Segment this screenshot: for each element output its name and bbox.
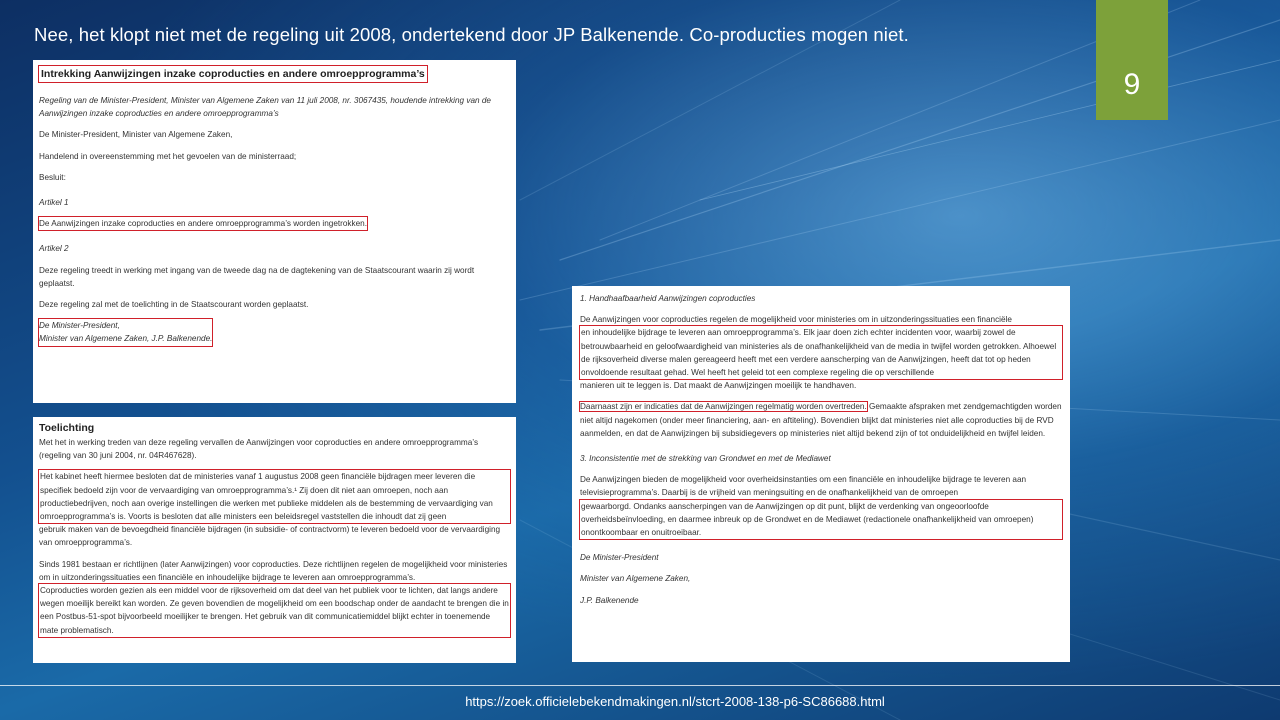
doc3-para1-rest: manieren uit te leggen is. Dat maakt de Aanwijzingen moeilijk te handhaven. <box>580 381 857 391</box>
doc1-publish-text: Deze regeling zal met de toelichting in de Staatscourant worden geplaatst. <box>39 300 309 310</box>
doc1-artikel1-text: De Aanwijzingen inzake coproducties en andere omroepprogramma’s worden ingetrokken. <box>39 217 367 230</box>
doc1-signature-line2: Minister van Algemene Zaken, J.P. Balkenende. <box>39 334 213 344</box>
document-excerpt-handhaafbaarheid <box>572 286 1070 662</box>
source-url: https://zoek.officielebekendmakingen.nl/stcrt-2008-138-p6-SC86688.html <box>465 694 885 709</box>
document-excerpt-regeling <box>33 60 516 403</box>
document-excerpt-toelichting <box>33 417 516 663</box>
doc2-para3-highlight: Coproducties worden gezien als een middel voor de rijksoverheid om dat deel van het publiek voor te lichten, dat langs andere wegen moeilijk bereikt kan worden. Ze geven bovendien de mogelijkheid om een boodschap onder de aandacht te brengen die in een Postbus-51-spot bijvoorbeeld moeilijker te brengen. Het gebruik van dit communicatiemiddel blijkt echter in toenemende mate problematisch. <box>39 584 510 637</box>
doc3-sign1: De Minister-President <box>580 553 659 563</box>
doc1-signature <box>39 319 212 345</box>
doc1-signature-line1: De Minister-President, <box>39 321 120 331</box>
doc1-artikel2-text: Deze regeling treedt in werking met ingang van de tweede dag na de dagtekening van de Staatscourant waarin zij wordt geplaatst. <box>39 265 475 288</box>
doc2-title: Toelichting <box>39 422 95 434</box>
doc3-para3-highlight: gewaarborgd. Ondanks aanscherpingen van de Aanwijzingen op dit punt, blijkt de verdenking van ongeoorloofde overheidsbeïnvloeding, en daarmee inbreuk op de Grondwet en de Mediawet (redactionele onafhankelijkheid van omroepen) onontkoombaar en onuitroeibaar. <box>580 500 1062 540</box>
doc3-heading2: 3. Inconsistentie met de strekking van Grondwet en met de Mediawet <box>580 454 831 464</box>
doc3-para1-highlight: en inhoudelijke bijdrage te leveren aan omroepprogramma’s. Elk jaar doen zich echter incidenten voor, waarbij zowel de betrouwbaarheid en geloofwaardigheid van ministeries als de onafhankelijkheid van de media in twijfel worden getrokken. Alhoewel de rijksoverheid diverse malen gereageerd heeft met een verdere aanscherping van de Aanwijzingen, heeft dat tot op heden onvoldoende resultaat gehad. Wel heeft het geleid tot een complexe regeling die op verschillende <box>580 326 1062 379</box>
doc3-sign3: J.P. Balkenende <box>580 595 639 605</box>
doc1-besluit: Besluit: <box>39 172 66 182</box>
doc3-para3-a: De Aanwijzingen bieden de mogelijkheid voor overheidsinstanties om een financiële en inhoudelijke bijdrage te leveren aan televisieprogramma’s. Daarbij is de vrijheid van meningsuiting en de onafhankelijkheid van de omroepen <box>580 475 1027 498</box>
doc1-handelend: Handelend in overeenstemming met het gevoelen van de ministerraad; <box>39 151 297 161</box>
footer-divider <box>0 685 1280 686</box>
doc2-para1: Met het in werking treden van deze regeling vervallen de Aanwijzingen voor coproducties en andere omroepprogramma’s (regeling van 30 juni 2004, nr. 04R467628). <box>39 438 479 461</box>
doc3-para2-highlight: Daarnaast zijn er indicaties dat de Aanwijzingen regelmatig worden overtreden. <box>580 402 867 412</box>
doc1-artikel1-heading: Artikel 1 <box>39 198 69 208</box>
doc1-artikel2-heading: Artikel 2 <box>39 244 69 254</box>
page-number-badge: 9 <box>1096 0 1168 120</box>
doc1-title: Intrekking Aanwijzingen inzake coproducties en andere omroepprogramma’s <box>41 68 425 80</box>
doc2-para2-highlight: Het kabinet heeft hiermee besloten dat de ministeries vanaf 1 augustus 2008 geen financiële bijdragen meer leveren die specifiek bedoeld zijn voor de vervaardiging van omroepprogramma’s.¹ Zij doen dit niet aan omroepen, noch aan productiebedrijven, noch aan overige instellingen die werken met publieke middelen als de bestemming de vervaardiging van omroepprogramma’s is. Voorts is besloten dat alle ministers een beleidsregel vaststellen die inhoudt dat zij geen <box>39 470 510 523</box>
doc3-para1-a: De Aanwijzingen voor coproducties regelen de mogelijkheid voor ministeries om in uitzonderingssituaties een financiële <box>580 315 1012 325</box>
doc3-para2-rest: Gemaakte afspraken met zendgemachtigden worden niet altijd nagekomen (onder meer financiering, aan- en aftiteling). Bovendien blijkt dat ministeries niet alle coproducties bij de RVD aanmelden, en dat de Aanwijzingen bij subsidiegevers op ministeries niet altijd bekend zijn of tot onduidelijkheid en twijfel leiden. <box>580 402 1062 438</box>
doc2-para3: Sinds 1981 bestaan er richtlijnen (later Aanwijzingen) voor coproducties. Deze richtlijnen regelen de mogelijkheid voor ministeries om in uitzonderingssituaties een financiële en inhoudelijke bijdrage te leveren aan omroepprogramma’s. <box>39 559 508 582</box>
doc1-minister: De Minister-President, Minister van Algemene Zaken, <box>39 130 233 140</box>
doc3-para2 <box>580 400 1062 440</box>
doc1-intro: Regeling van de Minister-President, Minister van Algemene Zaken van 11 juli 2008, nr. 3067435, houdende intrekking van de Aanwijzingen inzake coproducties en andere omroepprogramma’s <box>39 96 491 119</box>
doc3-sign2: Minister van Algemene Zaken, <box>580 574 691 584</box>
doc3-heading1: 1. Handhaafbaarheid Aanwijzingen coproducties <box>580 294 756 303</box>
slide-headline: Nee, het klopt niet met de regeling uit 2008, ondertekend door JP Balkenende. Co-producties mogen niet. <box>34 24 909 45</box>
doc2-para2-rest: gebruik maken van de bevoegdheid financiële bijdragen (in subsidie- of contractvorm) te leveren bedoeld voor de vervaardiging van omroepprogramma’s. <box>39 525 501 548</box>
